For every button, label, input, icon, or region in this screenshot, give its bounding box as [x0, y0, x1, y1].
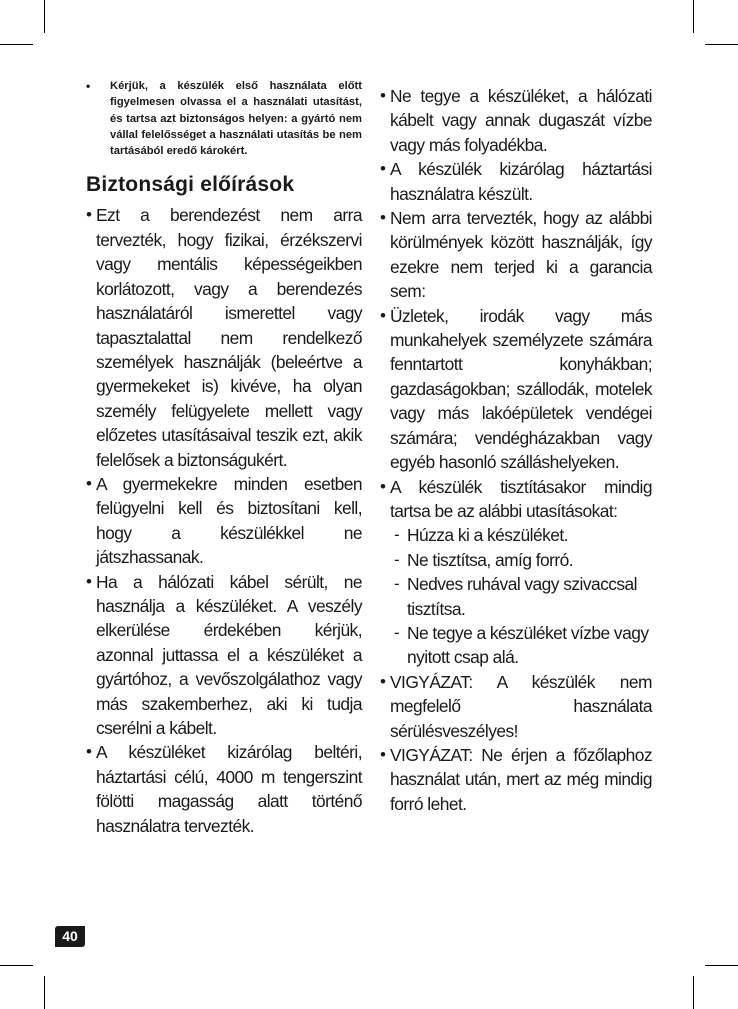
crop-mark-top-left: [44, 0, 45, 33]
safety-item: • A gyermekekre minden esetben felügyelni kell és biztosítani kell, hogy a készülékkel ne játszhassanak.: [86, 472, 362, 570]
safety-list-left: [86, 203, 362, 838]
section-heading: Biztonsági előírások: [86, 173, 295, 197]
crop-mark-bottom-right: [693, 976, 694, 1009]
warning-item: • VIGYÁZAT: Ne érjen a főzőlaphoz használat után, mert az még mindig forró lehet.: [380, 743, 652, 816]
cleaning-step: - Húzza ki a készüléket.: [394, 523, 652, 547]
crop-mark-top-right: [693, 0, 694, 33]
safety-item: • A készülék kizárólag háztartási használatra készült.: [380, 157, 652, 206]
cleaning-step: - Ne tisztítsa, amíg forró.: [394, 548, 652, 572]
safety-item: • Nem arra tervezték, hogy az alábbi körülmények között használják, így ezekre nem terjed ki a garancia sem:: [380, 206, 652, 304]
intro-item: • Kérjük, a készülék első használata előtt figyelmesen olvassa el a használati utasítást, és tartsa azt biztonságos helyen: a gyártó nem vállal felelősséget a használati utasítás be nem tartásából eredő károkért.: [86, 78, 362, 159]
safety-item-cleaning: [380, 475, 652, 670]
cleaning-step: - Ne tegye a készüléket vízbe vagy nyitott csap alá.: [394, 621, 652, 670]
safety-item: • Ha a hálózati kábel sérült, ne használja a készüléket. A veszély elkerülése érdekében kérjük, azonnal juttassa el a készüléket a gyártóhoz, a vevőszolgálathoz vagy más szakemberhez, aki ki tudja cserélni a kábelt.: [86, 570, 362, 741]
crop-mark-top-right-h: [705, 44, 738, 45]
left-column: [86, 78, 362, 838]
cleaning-steps: [390, 523, 652, 669]
crop-mark-bottom-left: [44, 976, 45, 1009]
crop-mark-bottom-left-h: [0, 965, 33, 966]
crop-mark-top-left-h: [0, 44, 33, 45]
cleaning-intro: A készülék tisztításakor mindig tartsa be az alábbi utasításokat:: [390, 476, 652, 521]
right-column: [380, 84, 652, 816]
cleaning-step: - Nedves ruhával vagy szivaccsal tisztítsa.: [394, 572, 652, 621]
safety-item: • A készüléket kizárólag beltéri, háztartási célú, 4000 m tengerszint fölötti magasság alatt történő használatra tervezték.: [86, 740, 362, 838]
safety-list-right: [380, 84, 652, 816]
warning-item: • VIGYÁZAT: A készülék nem megfelelő használata sérülésveszélyes!: [380, 670, 652, 743]
crop-mark-bottom-right-h: [705, 965, 738, 966]
safety-item: • Üzletek, irodák vagy más munkahelyek személyzete számára fenntartott konyhákban; gazdaságokban; szállodák, motelek vagy más lakóépületek vendégei számára; vendégházakban vagy egyéb hasonló szálláshelyeken.: [380, 304, 652, 475]
safety-item: • Ezt a berendezést nem arra tervezték, hogy fizikai, érzékszervi vagy mentális képességeikben korlátozott, vagy a berendezés használatáról ismerettel vagy tapasztalattal nem rendelkező személyek használják (beleértve a gyermekeket is) kivéve, ha olyan személy felügyelete mellett vagy előzetes utasításaival teszik ezt, akik felelősek a biztonságukért.: [86, 203, 362, 471]
page-number: 40: [55, 926, 85, 947]
safety-item: • Ne tegye a készüléket, a hálózati kábelt vagy annak dugaszát vízbe vagy más folyadékba.: [380, 84, 652, 157]
intro-list: [86, 78, 362, 159]
